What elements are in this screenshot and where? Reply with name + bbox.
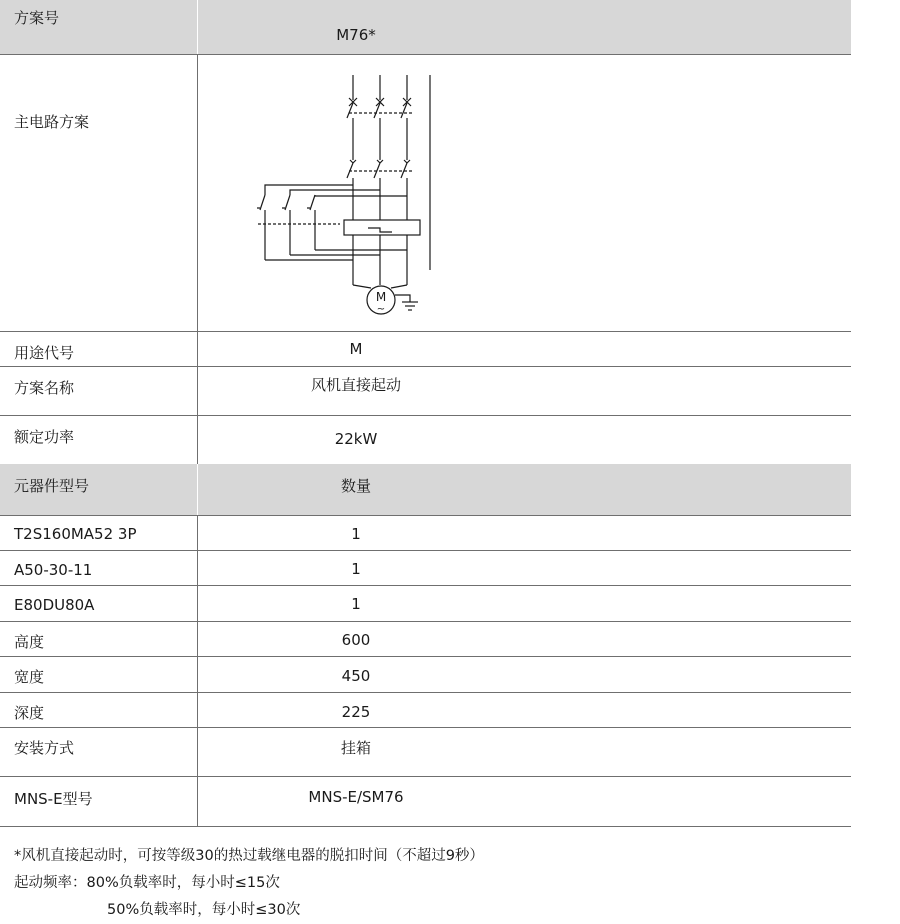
mns-model-value: MNS-E/SM76 bbox=[308, 788, 404, 806]
height-row bbox=[0, 621, 851, 657]
footnote-line: 50%负载率时，每小时≤30次 bbox=[107, 902, 301, 918]
component-qty: 1 bbox=[351, 525, 361, 543]
main-circuit-diagram bbox=[240, 70, 440, 320]
depth-value: 225 bbox=[341, 703, 371, 721]
footnotes bbox=[14, 843, 484, 924]
usage-code-value: M bbox=[349, 340, 363, 358]
mns-model-row bbox=[0, 776, 851, 827]
component-row bbox=[0, 585, 851, 622]
component-model: T2S160MA52 3P bbox=[14, 525, 137, 543]
main-circuit-label: 主电路方案 bbox=[14, 113, 90, 131]
mns-model-label: MNS-E型号 bbox=[14, 790, 93, 808]
component-model: A50-30-11 bbox=[14, 561, 93, 579]
scheme-number-row bbox=[0, 0, 851, 55]
motor-tilde: ~ bbox=[376, 304, 386, 315]
components-header-label: 元器件型号 bbox=[14, 477, 90, 495]
header-divider bbox=[197, 0, 198, 54]
component-model: E80DU80A bbox=[14, 596, 95, 614]
component-row bbox=[0, 515, 851, 551]
rated-power-label: 额定功率 bbox=[14, 428, 75, 446]
scheme-name-label: 方案名称 bbox=[14, 379, 75, 397]
column-divider-lower bbox=[197, 515, 198, 826]
depth-row bbox=[0, 692, 851, 728]
component-qty: 1 bbox=[351, 560, 361, 578]
component-row bbox=[0, 550, 851, 586]
scheme-name-value: 风机直接起动 bbox=[310, 376, 401, 394]
footnote-line: *风机直接起动时，可按等级30的热过载继电器的脱扣时间（不超过9秒） bbox=[14, 848, 484, 864]
component-qty: 1 bbox=[351, 595, 361, 613]
mounting-row bbox=[0, 727, 851, 777]
usage-code-label: 用途代号 bbox=[14, 344, 75, 362]
width-label: 宽度 bbox=[14, 668, 45, 686]
column-divider-upper bbox=[197, 331, 198, 464]
rated-power-value: 22kW bbox=[334, 430, 378, 448]
usage-code-row bbox=[0, 331, 851, 367]
components-header-value: 数量 bbox=[340, 477, 371, 495]
scheme-number-value: M76* bbox=[336, 26, 376, 44]
height-label: 高度 bbox=[14, 633, 45, 651]
height-value: 600 bbox=[341, 631, 371, 649]
circuit-divider bbox=[197, 54, 198, 331]
scheme-name-row bbox=[0, 366, 851, 416]
motor-symbol: M bbox=[375, 290, 387, 304]
rated-power-row bbox=[0, 415, 851, 465]
mounting-value: 挂箱 bbox=[340, 739, 371, 757]
width-value: 450 bbox=[341, 667, 371, 685]
components-header-row bbox=[0, 464, 851, 516]
mounting-label: 安装方式 bbox=[14, 739, 75, 757]
depth-label: 深度 bbox=[14, 704, 45, 722]
scheme-number-label: 方案号 bbox=[14, 9, 60, 27]
footnote-line: 起动频率：80%负载率时，每小时≤15次 bbox=[14, 875, 280, 891]
components-header-divider bbox=[197, 464, 198, 515]
width-row bbox=[0, 656, 851, 693]
